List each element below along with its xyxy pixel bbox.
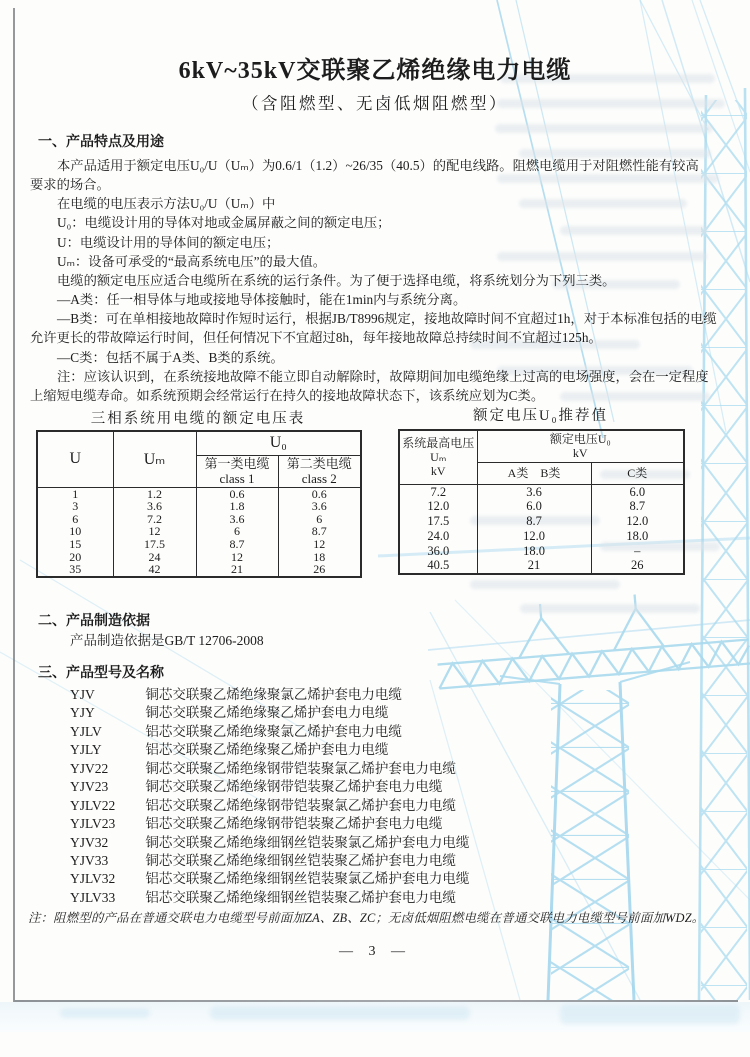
cell-value: 6 — [72, 511, 79, 526]
model-code: YJLV22 — [70, 797, 116, 813]
cell-value: 3.6 — [229, 511, 245, 526]
model-name: 铝芯交联聚乙烯绝缘细钢丝铠装聚乙烯护套电力电缆 — [145, 889, 456, 905]
model-row — [70, 686, 469, 704]
cell-value: 26 — [313, 562, 326, 577]
model-name: 铝芯交联聚乙烯绝缘聚氯乙烯护套电力电缆 — [145, 723, 402, 739]
model-name: 铝芯交联聚乙烯绝缘钢带铠装聚氯乙烯护套电力电缆 — [145, 797, 456, 813]
cell-value: 6.0 — [629, 484, 646, 499]
model-row — [70, 815, 469, 833]
cell-value: 6 — [234, 524, 240, 539]
cell-value: 35 — [69, 562, 82, 577]
cell-value: 12.0 — [427, 499, 450, 514]
cell-value: 0.6 — [229, 486, 245, 501]
model-row — [70, 889, 469, 907]
cell-value: 18.0 — [626, 528, 649, 543]
body-line: 要求的场合。 — [30, 177, 110, 193]
page-subtitle: （含阻燃型、无卤低烟阻燃型） — [242, 94, 508, 113]
model-code: YJLV23 — [70, 816, 116, 832]
cell-value: 3.6 — [147, 499, 162, 514]
cell-value: 7.2 — [147, 511, 162, 526]
body-line: U₀：电缆设计用的导体对地或金属屏蔽之间的额定电压； — [57, 215, 391, 231]
cell-value: 42 — [148, 562, 161, 577]
cell-value: 8.7 — [311, 524, 327, 539]
model-row — [70, 870, 469, 888]
model-name: 铝芯交联聚乙烯绝缘细钢丝铠装聚氯乙烯护套电力电缆 — [145, 871, 470, 887]
cell-value: 18 — [313, 549, 326, 564]
model-code: YJV32 — [70, 834, 109, 850]
body-line: 注：应该认识到，在系统接地故障不能立即自动解除时，故障期间加电缆绝缘上过高的电场强度，会在一定程度 — [57, 368, 709, 384]
scan-artifact — [210, 1006, 470, 1020]
model-row — [70, 834, 469, 852]
col-header-system-voltage: 系统最高电压Uₘ kV — [399, 430, 477, 484]
cell-value: 1 — [72, 486, 79, 501]
column-class1-values — [196, 487, 278, 577]
cell-value: 18.0 — [523, 543, 545, 558]
scan-artifact — [60, 1008, 150, 1018]
scan-artifact — [560, 1004, 740, 1024]
body-line: 允许更长的带故障运行时间，但任何情况下不宜超过8h，每年接地故障总持续时间不宜超过125h。 — [30, 330, 602, 346]
section1-body — [30, 156, 724, 405]
cell-value: 8.7 — [629, 499, 646, 514]
body-line: —A类：任一相导体与地或接地导体接触时，能在1min内与系统分离。 — [57, 292, 467, 308]
right-table-title: 额定电压U₀推荐值 — [472, 408, 609, 424]
cell-value: 20 — [69, 549, 82, 564]
cell-value: 8.7 — [229, 537, 245, 552]
model-code: YJLV33 — [70, 889, 116, 905]
body-line: —C类：包括不属于A类、B类的系统。 — [57, 349, 284, 365]
column-c-values — [591, 484, 684, 574]
model-code: YJV23 — [70, 779, 109, 795]
cell-value: 1.8 — [229, 499, 245, 514]
cell-value: 40.5 — [427, 558, 450, 573]
cell-value: 3.6 — [526, 484, 542, 499]
body-line: U：电缆设计用的导体间的额定电压； — [57, 234, 280, 250]
cell-value: – — [634, 543, 641, 558]
footnote: 注：阻燃型的产品在普通交联电力电缆型号前面加ZA、ZB、ZC；无卤低烟阻燃电缆在普通交联电力电缆型号前面加WDZ。 — [28, 911, 705, 925]
model-code: YJV22 — [70, 760, 109, 776]
col-header-rated-u0: 额定电压U₀ kV — [477, 430, 684, 462]
cell-value: 17.5 — [144, 537, 165, 552]
cell-value: 24 — [148, 549, 161, 564]
cell-value: 1.2 — [147, 486, 162, 501]
model-name: 铜芯交联聚乙烯绝缘聚氯乙烯护套电力电缆 — [145, 687, 402, 702]
model-name: 铜芯交联聚乙烯绝缘聚乙烯护套电力电缆 — [145, 705, 389, 721]
model-row — [70, 723, 469, 741]
body-line: —B类：可在单相接地故障时作短时运行，根据JB/T8996规定，接地故障时间不宜超过1h，对于本标准包括的电缆 — [57, 311, 717, 327]
model-code: YJY — [70, 705, 95, 721]
column-um-values — [399, 484, 477, 574]
cell-value: 10 — [69, 524, 82, 539]
model-name: 铜芯交联聚乙烯绝缘钢带铠装聚乙烯护套电力电缆 — [145, 779, 443, 795]
column-ab-values — [477, 484, 591, 574]
cell-value: 6 — [316, 511, 323, 526]
cell-value: 0.6 — [311, 486, 327, 501]
body-line: 上缩短电缆寿命。如系统预期会经常运行在持久的接地故障状态下，该系统应划为C类。 — [30, 387, 545, 403]
model-list — [70, 686, 469, 907]
left-table-title: 三相系统用电缆的额定电压表 — [90, 411, 306, 427]
model-row — [70, 778, 469, 796]
cell-value: 26 — [631, 558, 644, 573]
column-um-values — [113, 487, 196, 577]
cell-value: 3 — [72, 499, 79, 514]
model-name: 铜芯交联聚乙烯绝缘细钢丝铠装聚乙烯护套电力电缆 — [145, 852, 456, 868]
cell-value: 12.0 — [626, 514, 649, 529]
model-row — [70, 852, 469, 870]
page-edge-line-left — [13, 8, 15, 1002]
page-number: — 3 — — [339, 944, 411, 959]
column-class2-values — [278, 487, 361, 577]
model-row — [70, 741, 469, 759]
cell-value: 12.0 — [523, 528, 545, 543]
cell-value: 6.0 — [526, 499, 542, 514]
cell-value: 3.6 — [311, 499, 327, 514]
model-code: YJV33 — [70, 852, 109, 868]
section2-body: 产品制造依据是GB/T 12706-2008 — [70, 633, 264, 648]
rated-voltage-table — [36, 430, 362, 578]
cell-value: 8.7 — [526, 514, 542, 529]
col-header-u: U — [37, 431, 113, 487]
cell-value: 21 — [231, 562, 243, 577]
column-u-values — [37, 487, 113, 577]
model-name: 铝芯交联聚乙烯绝缘聚乙烯护套电力电缆 — [145, 742, 389, 758]
cell-value: 12 — [313, 537, 326, 552]
recommended-u0-table — [398, 429, 685, 575]
section3-heading: 三、产品型号及名称 — [38, 664, 164, 680]
cell-value: 36.0 — [427, 543, 450, 558]
model-code: YJLY — [70, 742, 102, 758]
page-edge-line-bottom — [14, 1000, 738, 1002]
model-row — [70, 704, 469, 722]
section1-heading: 一、产品特点及用途 — [38, 133, 164, 149]
cell-value: 7.2 — [430, 484, 447, 499]
model-name: 铜芯交联聚乙烯绝缘钢带铠装聚氯乙烯护套电力电缆 — [145, 760, 456, 776]
section2-heading: 二、产品制造依据 — [38, 612, 150, 628]
page-title: 6kV~35kV交联聚乙烯绝缘电力电缆 — [178, 58, 572, 84]
cell-value: 24.0 — [427, 528, 450, 543]
body-line: Uₘ：设备可承受的“最高系统电压”的最大值。 — [57, 253, 327, 269]
col-header-um: Uₘ — [113, 431, 196, 487]
model-row — [70, 760, 469, 778]
col-header-class1: 第一类电缆 class 1 — [196, 455, 278, 487]
cell-value: 12 — [231, 549, 243, 564]
body-line: 本产品适用于额定电压U₀/U（Uₘ）为0.6/1（1.2）~26/35（40.5）的配电线路。阻燃电缆用于对阻燃性能有较高 — [57, 158, 699, 173]
model-code: YJLV — [70, 723, 102, 739]
body-line: 在电缆的电压表示方法U₀/U（Uₘ）中 — [57, 196, 276, 212]
col-header-u0: U₀ — [196, 431, 361, 455]
model-code: YJLV32 — [70, 871, 116, 887]
model-name: 铝芯交联聚乙烯绝缘钢带铠装聚乙烯护套电力电缆 — [145, 816, 443, 832]
col-header-class-c: C类 — [591, 462, 684, 484]
cell-value: 21 — [527, 558, 541, 573]
body-line: 电缆的额定电压应适合电缆所在系统的运行条件。为了便于选择电缆，将系统划分为下列三类。 — [57, 272, 616, 288]
cell-value: 15 — [69, 537, 82, 552]
model-row — [70, 797, 469, 815]
cell-value: 17.5 — [427, 514, 450, 529]
model-name: 铜芯交联聚乙烯绝缘细钢丝铠装聚氯乙烯护套电力电缆 — [145, 834, 470, 850]
cell-value: 12 — [148, 524, 161, 539]
col-header-class2: 第二类电缆 class 2 — [278, 455, 361, 487]
col-header-class-ab: A类 B类 — [477, 462, 591, 484]
model-code: YJV — [70, 687, 95, 702]
